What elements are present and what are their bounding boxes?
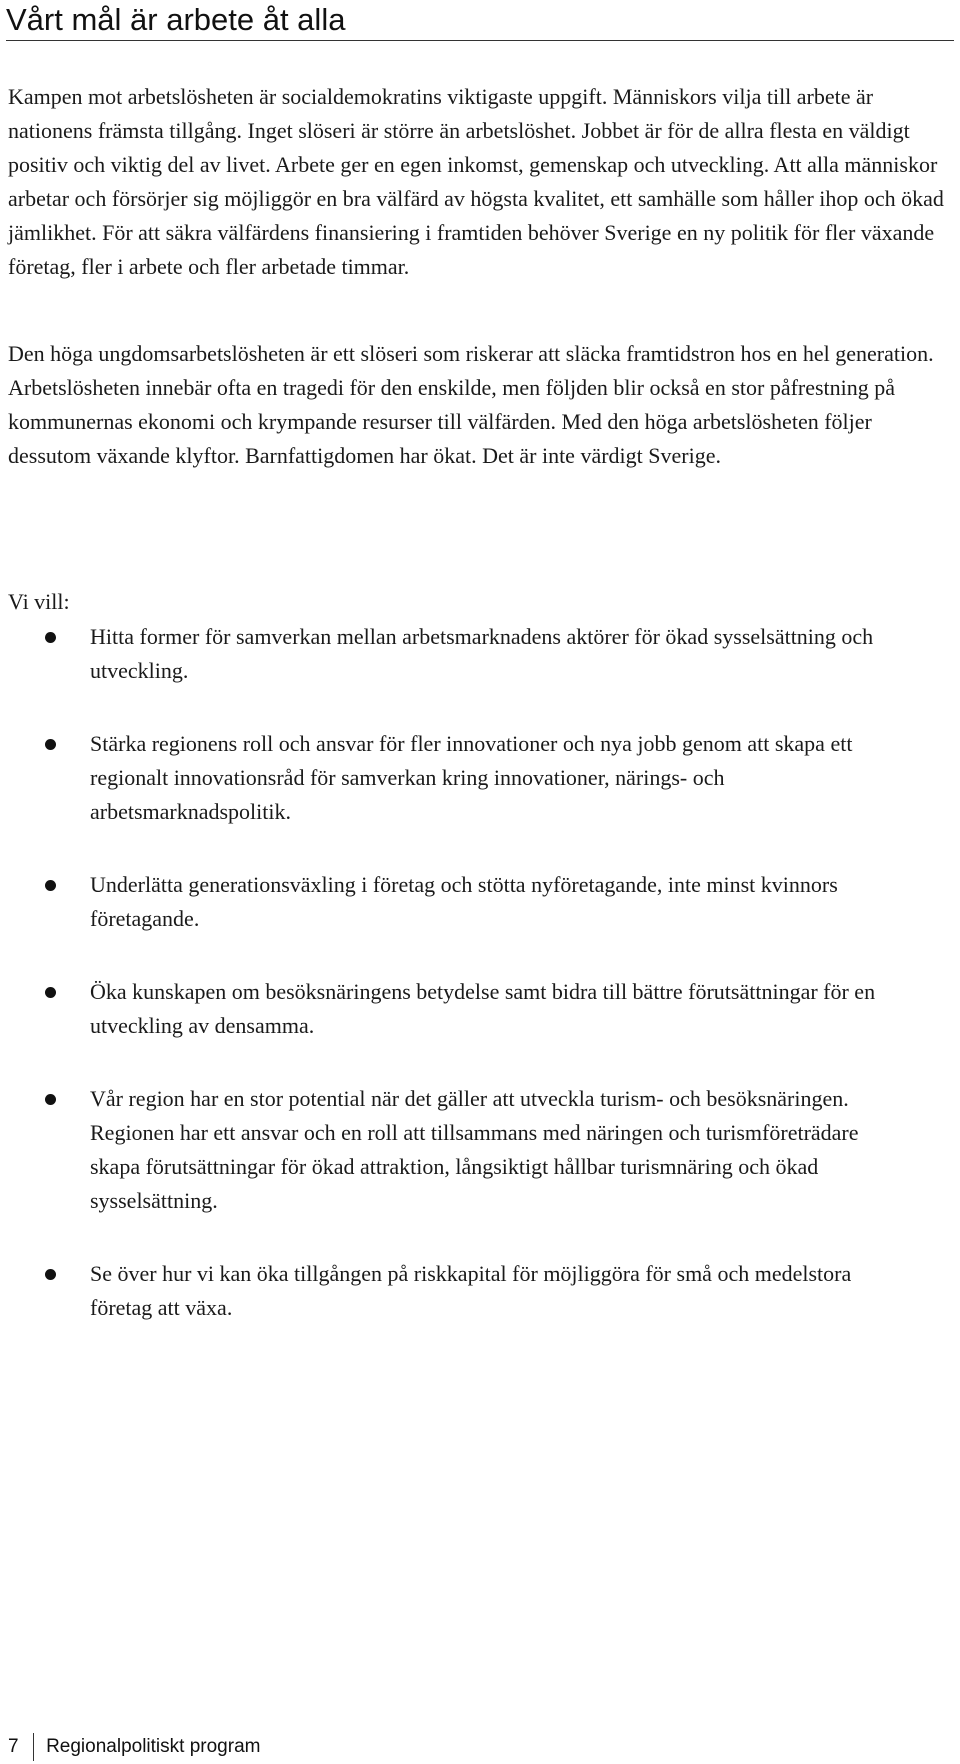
bullet-icon [45, 987, 56, 998]
list-intro: Vi vill: [8, 589, 70, 614]
list-item-text: Stärka regionens roll och ansvar för fler innovationer och nya jobb genom att skapa ett regionalt innovationsråd för samverkan kring innovationer, närings- och arbetsmarknadspolitik. [90, 731, 853, 824]
page-title: Vårt mål är arbete åt alla [6, 0, 954, 41]
bullet-icon [45, 1094, 56, 1105]
list-item-text: Underlätta generationsväxling i företag och stötta nyföretagande, inte minst kvinnors företagande. [90, 872, 838, 931]
list-item-text: Vår region har en stor potential när det gäller att utveckla turism- och besöksnäringen. Regionen har ett ansvar och en roll att tillsammans med näringen och turismföreträdare skapa förutsättningar för ökad attraktion, långsiktigt hållbar turismnäring och ökad sysselsättning. [90, 1086, 859, 1213]
bullet-icon [45, 880, 56, 891]
bullet-icon [45, 632, 56, 643]
list-item [0, 975, 910, 1043]
paragraph-youth-unemployment: Den höga ungdomsarbetslösheten är ett slöseri som riskerar att släcka framtidstron hos en hel generation. Arbetslösheten innebär ofta en tragedi för den enskilde, men följden blir också en stor påfrestning på kommunernas ekonomi och krympande resurser till välfärden. Med den höga arbetslösheten följer dessutom växande klyftor. Barnfattigdomen har ökat. Det är inte värdigt Sverige. [8, 341, 934, 468]
document-title: Regionalpolitiskt program [46, 1736, 261, 1757]
list-item-text: Hitta former för samverkan mellan arbetsmarknadens aktörer för ökad sysselsättning och utveckling. [90, 624, 874, 683]
list-item [0, 1082, 910, 1218]
list-item [0, 868, 910, 936]
page-number: 7 [8, 1736, 19, 1757]
list-item-text: Öka kunskapen om besöksnäringens betydelse samt bidra till bättre förutsättningar för en utveckling av densamma. [90, 979, 876, 1038]
list-item [0, 1257, 910, 1325]
bullet-icon [45, 739, 56, 750]
footer-divider [33, 1733, 35, 1761]
goals-list [0, 620, 960, 1364]
list-item [0, 727, 910, 829]
bullet-icon [45, 1269, 56, 1280]
list-item-text: Se över hur vi kan öka tillgången på riskkapital för möjliggöra för små och medelstora företag att växa. [90, 1261, 852, 1320]
list-item [0, 620, 910, 688]
paragraph-unemployment: Kampen mot arbetslösheten är socialdemokratins viktigaste uppgift. Människors vilja till arbete är nationens främsta tillgång. Inget slöseri är större än arbetslöshet. Jobbet är för de allra flesta en väldigt positiv och viktig del av livet. Arbete ger en egen inkomst, gemenskap och utveckling. Att alla människor arbetar och försörjer sig möjliggör en bra välfärd av högsta kvalitet, ett samhälle som håller ihop och ökad jämlikhet. För att säkra välfärdens finansiering i framtiden behöver Sverige en ny politik för fler växande företag, fler i arbete och fler arbetade timmar. [8, 84, 944, 279]
page-footer [8, 1732, 260, 1762]
